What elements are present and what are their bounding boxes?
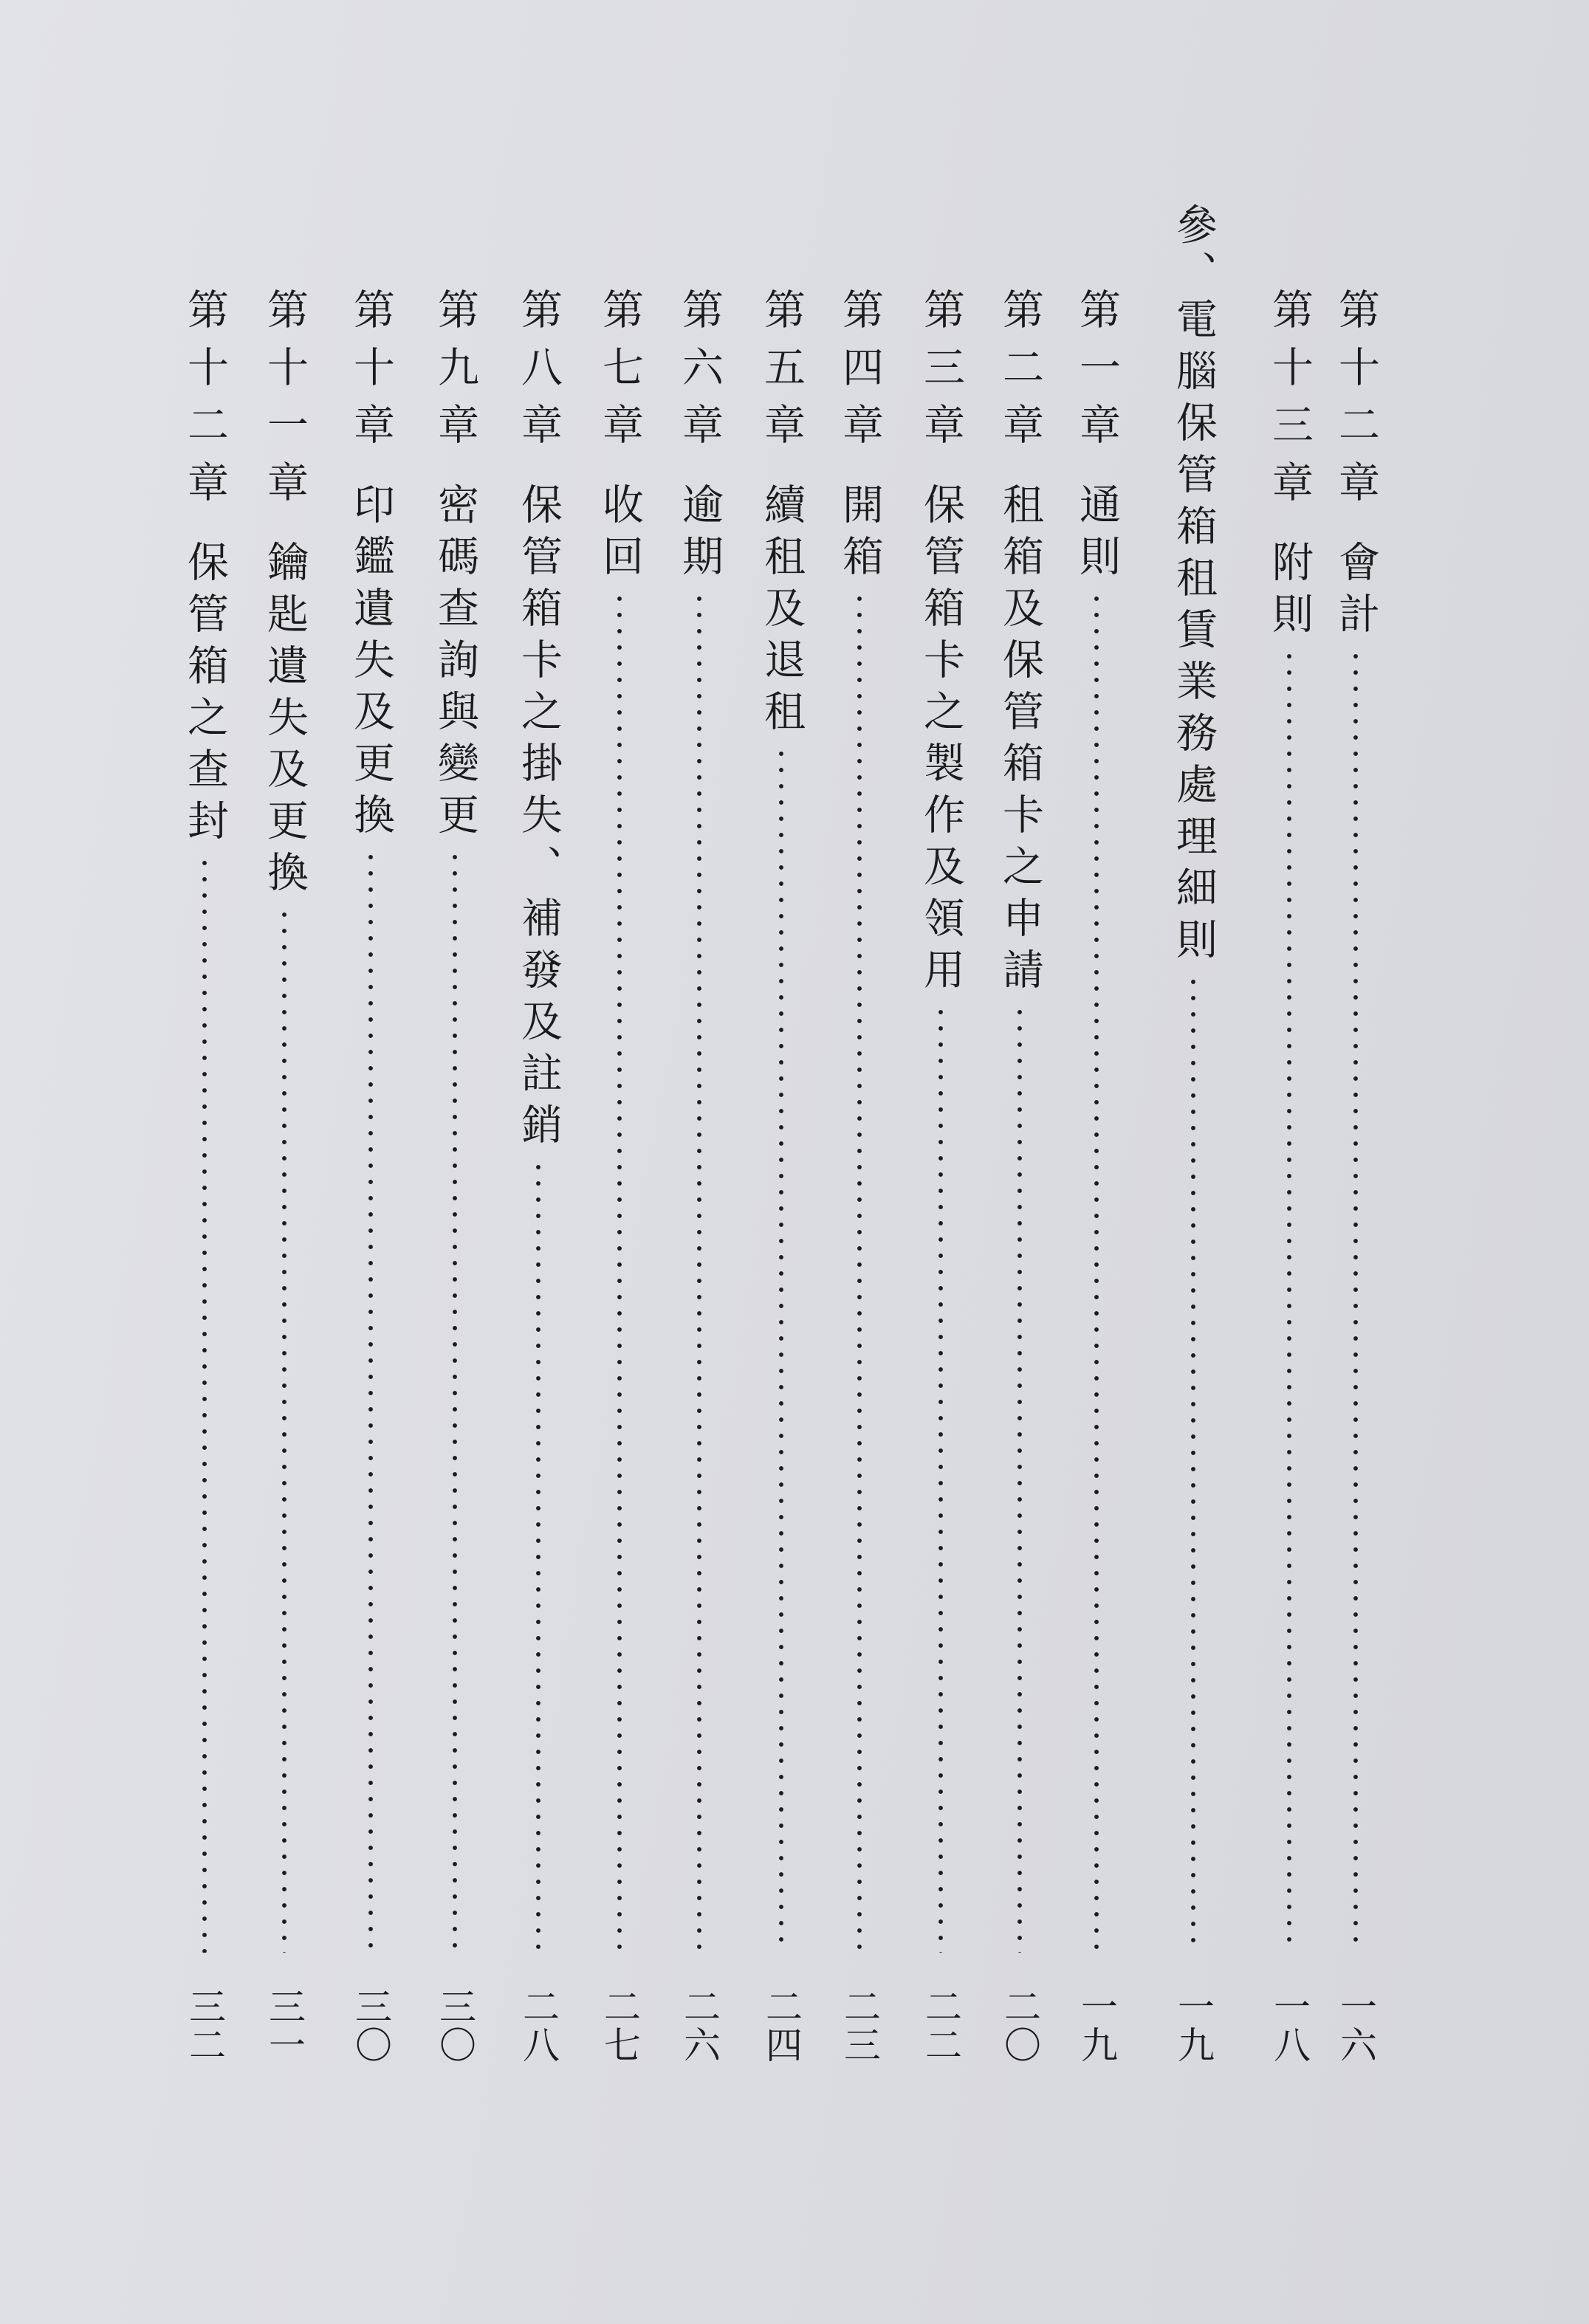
- page-number: 一九: [1075, 1987, 1118, 2064]
- toc-entry: [590, 288, 649, 1953]
- dot-leader: [1353, 648, 1359, 1953]
- entry-title: 密碼查詢與變更: [431, 483, 479, 845]
- chapter-label: 第九章: [431, 288, 479, 461]
- chapter-label: 第五章: [758, 288, 806, 461]
- chapter-label: 第二章: [996, 288, 1044, 461]
- dot-leader: [452, 849, 458, 1953]
- entry-title: 逾期: [676, 483, 724, 586]
- entry-title: 電腦保管箱租賃業務處理細則: [1170, 298, 1218, 969]
- entry-title: 鑰匙遺失及更換: [261, 540, 309, 902]
- dot-leader: [617, 591, 622, 1953]
- dot-leader: [778, 746, 784, 1953]
- toc-entry: [990, 288, 1049, 1953]
- toc-entry: [255, 288, 314, 1953]
- toc-entry: [425, 288, 484, 1953]
- dot-leader: [368, 849, 374, 1953]
- page-number: 一九: [1172, 1987, 1215, 2064]
- entry-title: 通則: [1073, 483, 1121, 586]
- chapter-label: 第十章: [347, 288, 395, 461]
- dot-leader: [202, 855, 207, 1953]
- chapter-label: 參、: [1170, 203, 1218, 298]
- dot-leader: [1094, 591, 1099, 1953]
- chapter-label: 第六章: [676, 288, 724, 461]
- dot-leader: [535, 1159, 541, 1953]
- toc-entry: [175, 288, 234, 1953]
- chapter-label: 第一章: [1073, 288, 1121, 461]
- chapter-label: 第三章: [917, 288, 965, 461]
- page-number: 二六: [678, 1987, 721, 2064]
- chapter-label: 第十三章: [1266, 288, 1314, 518]
- page-number: 三〇: [433, 1987, 476, 2064]
- toc-entry: [509, 288, 568, 1953]
- toc-entry: [1260, 288, 1319, 1953]
- dot-leader: [281, 907, 287, 1953]
- page-number: 二八: [517, 1987, 560, 2064]
- toc-entry: [1326, 288, 1385, 1953]
- toc-entry: [1067, 288, 1126, 1953]
- toc-entry: [670, 288, 729, 1953]
- page-number: 三二: [183, 1987, 226, 2064]
- entry-title: 保管箱卡之掛失、補發及註銷: [515, 483, 563, 1155]
- dot-leader: [1286, 648, 1292, 1953]
- toc-entry: [830, 288, 889, 1953]
- toc-entry: [911, 288, 970, 1953]
- page-number: 二〇: [998, 1987, 1041, 2064]
- dot-leader: [1017, 1004, 1023, 1953]
- entry-title: 保管箱卡之製作及領用: [917, 483, 965, 1000]
- page-number: 三一: [263, 1987, 306, 2064]
- entry-title: 保管箱之查封: [181, 540, 229, 850]
- dot-leader: [1190, 974, 1196, 1953]
- chapter-label: 第十一章: [261, 288, 309, 518]
- dot-leader: [857, 591, 862, 1953]
- section-heading: [1164, 203, 1223, 1953]
- dot-leader: [696, 591, 702, 1953]
- chapter-label: 第七章: [596, 288, 644, 461]
- entry-title: 收回: [596, 483, 644, 586]
- entry-title: 開箱: [836, 483, 884, 586]
- toc-entry: [341, 288, 400, 1953]
- page-number: 一六: [1334, 1987, 1377, 2064]
- page-number: 二四: [760, 1987, 803, 2064]
- chapter-label: 第十二章: [1332, 288, 1380, 518]
- entry-title: 租箱及保管箱卡之申請: [996, 483, 1044, 1000]
- chapter-label: 第十二章: [181, 288, 229, 518]
- page-number: 二三: [838, 1987, 881, 2064]
- chapter-label: 第八章: [515, 288, 563, 461]
- entry-title: 會計: [1332, 540, 1380, 644]
- page-number: 一八: [1268, 1987, 1311, 2064]
- chapter-label: 第四章: [836, 288, 884, 461]
- dot-leader: [938, 1004, 944, 1953]
- page-number: 三〇: [349, 1987, 392, 2064]
- entry-title: 續租及退租: [758, 483, 806, 741]
- entry-title: 印鑑遺失及更換: [347, 483, 395, 845]
- page-number: 二二: [919, 1987, 962, 2064]
- page-number: 二七: [598, 1987, 641, 2064]
- entry-title: 附則: [1266, 540, 1314, 644]
- toc-entry: [752, 288, 811, 1953]
